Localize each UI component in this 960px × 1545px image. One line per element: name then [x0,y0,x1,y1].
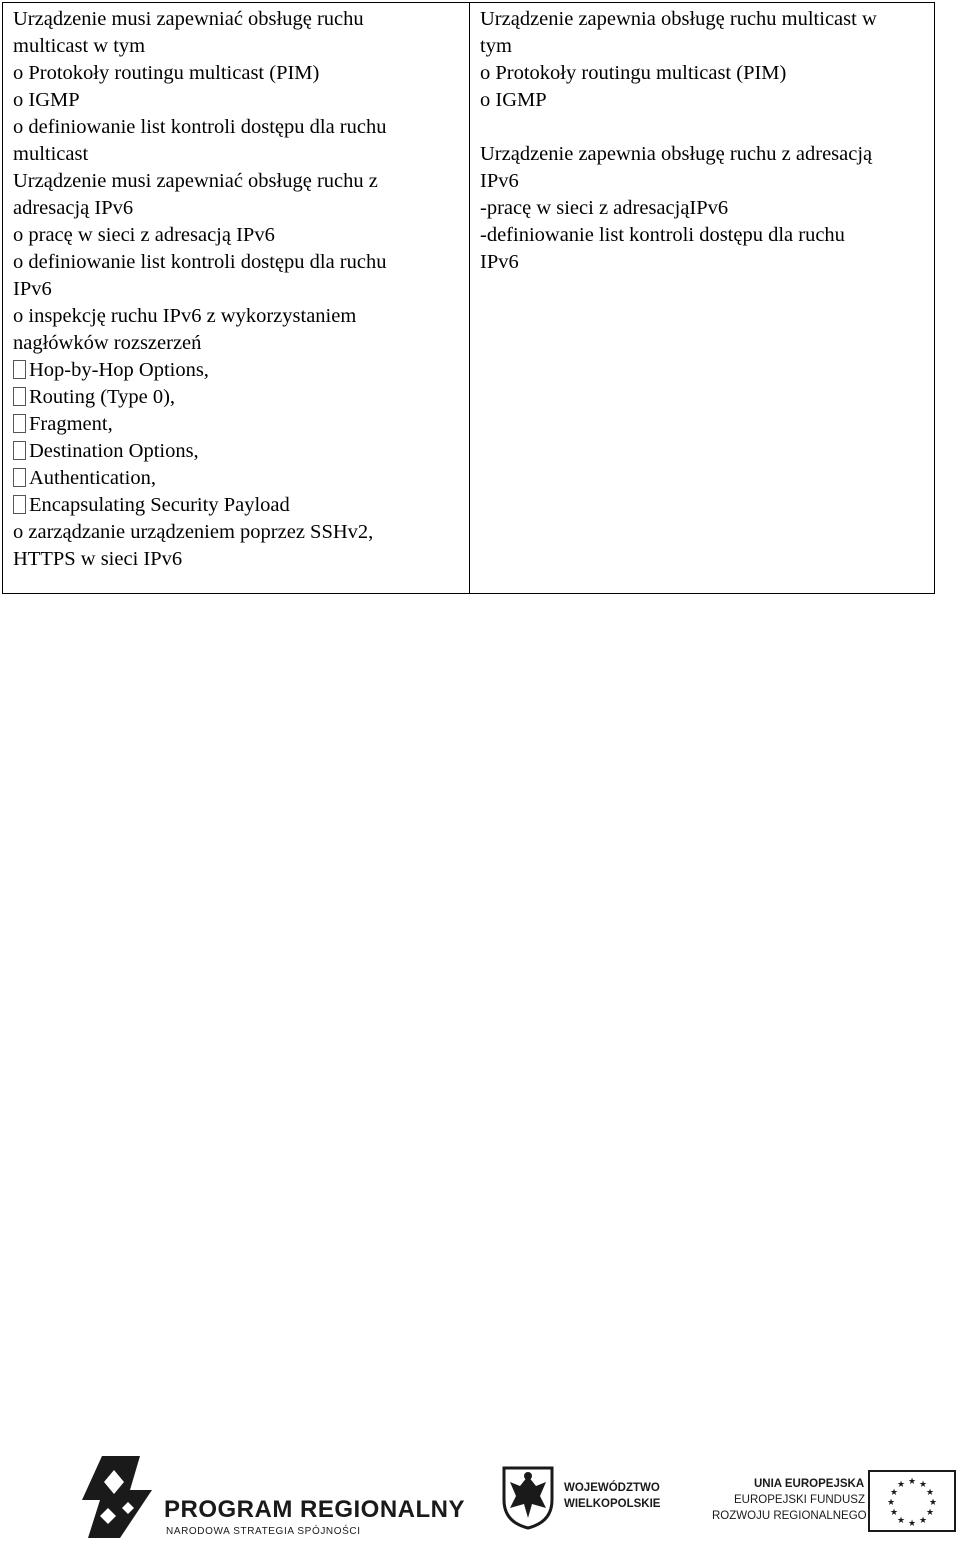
woj-line2: WIELKOPOLSKIE [564,1498,661,1510]
bullet-item [13,438,459,465]
svg-text:★: ★ [925,1488,935,1498]
bullet-item [13,411,459,438]
woj-line1: WOJEWÓDZTWO [564,1482,660,1494]
spec-line: Urządzenie musi zapewniać obsługę ruchu [13,8,364,30]
spec-line: IPv6 [480,251,519,273]
spec-line: tym [480,35,512,57]
spec-line: IPv6 [480,170,519,192]
wojewodztwo-logo [498,1462,668,1542]
svg-text:★: ★ [896,1480,906,1490]
required-spec-cell [3,3,470,594]
spec-line: o zarządzanie urządzeniem poprzez SSHv2, [13,521,374,543]
checkbox-glyph-icon [13,495,26,514]
svg-text:★: ★ [918,1516,928,1526]
spec-line: Urządzenie zapewnia obsługę ruchu multicast w [480,8,877,30]
spec-line: adresacją IPv6 [13,197,134,219]
eagle-crest-icon [502,1466,554,1530]
spec-line: Urządzenie zapewnia obsługę ruchu z adresacją [480,143,873,165]
bullet-label: Authentication, [29,467,156,489]
offered-spec-text [470,3,934,276]
spec-line: -pracę w sieci z adresacjąIPv6 [480,197,729,219]
blank-line [480,114,924,141]
spec-table [2,2,935,594]
spec-line: IPv6 [13,278,52,300]
program-subtitle: NARODOWA STRATEGIA SPÓJNOŚCI [166,1526,361,1537]
svg-text:★: ★ [928,1498,938,1508]
svg-text:★: ★ [896,1516,906,1526]
svg-text:★: ★ [918,1480,928,1490]
bullet-label: Destination Options, [29,440,199,462]
footer-logos [0,1440,960,1545]
spec-line: o pracę w sieci z adresacją IPv6 [13,224,275,246]
bullet-item [13,492,459,519]
program-title: PROGRAM REGIONALNY [164,1496,466,1523]
spec-line: o Protokoły routingu multicast (PIM) [13,62,320,84]
bullet-label: Routing (Type 0), [29,386,176,408]
bullet-item [13,357,459,384]
eu-line2: EUROPEJSKI FUNDUSZ [734,1494,865,1506]
spec-line: o IGMP [480,89,547,111]
checkbox-glyph-icon [13,387,26,406]
spec-line: multicast w tym [13,35,146,57]
nss-emblem-icon [80,1452,160,1542]
eu-logo [708,1466,958,1542]
checkbox-glyph-icon [13,360,26,379]
required-spec-text [3,3,469,573]
spec-line: o IGMP [13,89,80,111]
svg-text:★: ★ [925,1508,935,1518]
bullet-label: Encapsulating Security Payload [29,494,290,516]
spec-line: -definiowanie list kontroli dostępu dla ruchu [480,224,845,246]
bullet-label: Hop-by-Hop Options, [29,359,209,381]
spec-line: HTTPS w sieci IPv6 [13,548,183,570]
svg-text:★: ★ [889,1488,899,1498]
checkbox-glyph-icon [13,441,26,460]
offered-spec-cell [470,3,935,594]
bullet-label: Fragment, [29,413,113,435]
checkbox-glyph-icon [13,468,26,487]
table-row [3,3,935,594]
bullet-item [13,384,459,411]
eu-flag-icon [868,1470,956,1532]
spec-line: o definiowanie list kontroli dostępu dla ruchu [13,251,387,273]
svg-text:★: ★ [907,1519,917,1529]
eu-line1: UNIA EUROPEJSKA [754,1478,865,1490]
eu-line3: ROZWOJU REGIONALNEGO [712,1510,867,1522]
spec-line: o definiowanie list kontroli dostępu dla ruchu [13,116,387,138]
spec-line: Urządzenie musi zapewniać obsługę ruchu z [13,170,378,192]
svg-text:★: ★ [907,1477,917,1487]
spec-line: multicast [13,143,89,165]
spec-line: o Protokoły routingu multicast (PIM) [480,62,787,84]
svg-text:★: ★ [886,1498,896,1508]
spec-line: nagłówków rozszerzeń [13,332,202,354]
program-regionalny-logo [80,1452,466,1542]
bullet-item [13,465,459,492]
spec-line: o inspekcję ruchu IPv6 z wykorzystaniem [13,305,357,327]
checkbox-glyph-icon [13,414,26,433]
svg-text:★: ★ [889,1508,899,1518]
